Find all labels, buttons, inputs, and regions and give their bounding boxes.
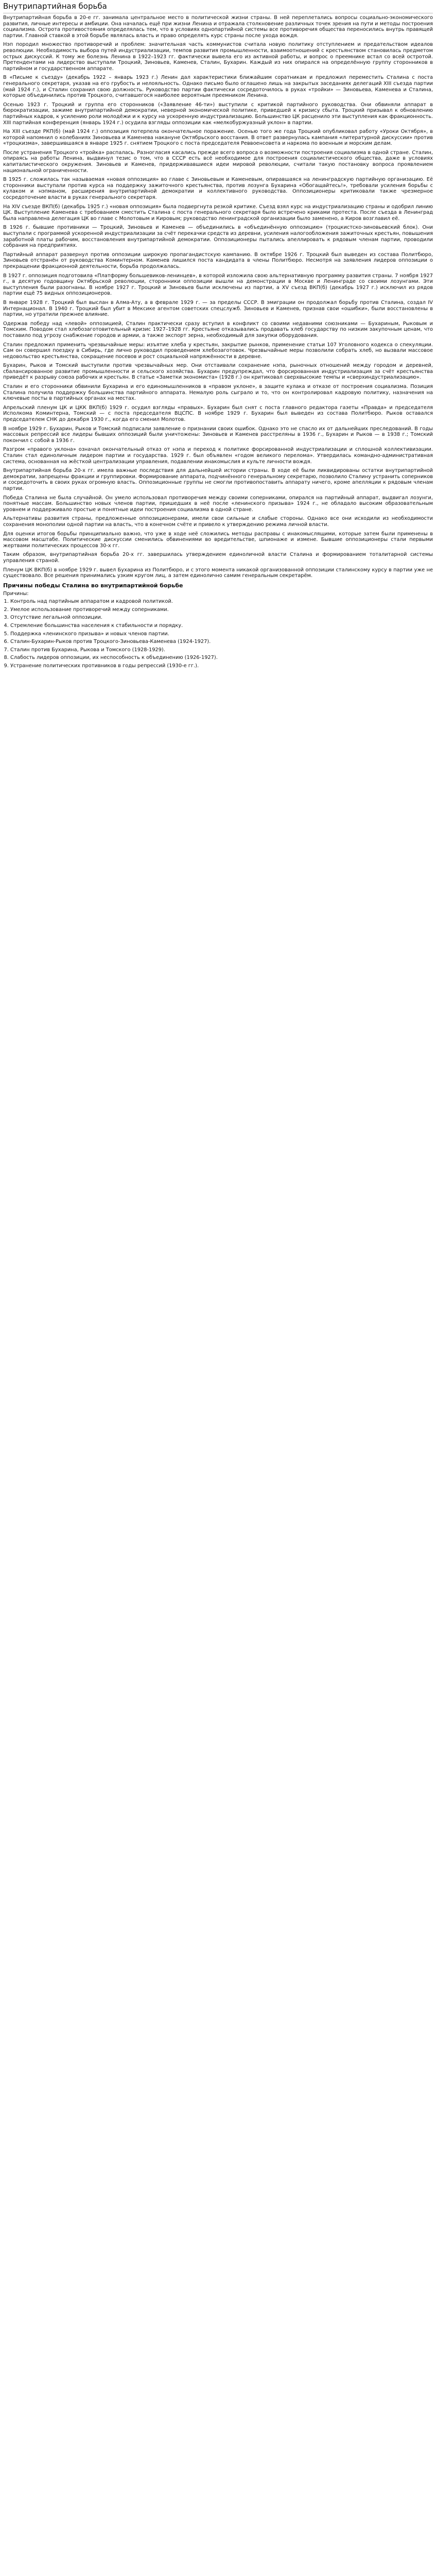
article-paragraph: Альтернативы развития страны, предложенные оппозиционерами, имели свои сильные и слабые стороны. Однако все они исходили из необходимости сохранения монополии одной партии на власть, что в конечном счёте и привело к утверждению режима личной власти. [3,516,433,528]
causes-label: Причины: [3,590,29,597]
causes-list [3,599,433,669]
article-paragraph: Для оценки итогов борьбы принципиально важно, что уже в ходе неё сложились методы расправы с инакомыслящими, которые затем были применены в массовом масштабе. Политические дискуссии сменились обвинениями во вредительстве, шпионаже и измене. Бывшие оппозиционеры стали первыми жертвами политических процессов 30-х гг. [3,531,433,549]
article-paragraph: Партийный аппарат развернул против оппозиции широкую пропагандистскую кампанию. В октябре 1926 г. Троцкий был выведен из состава Политбюро, Зиновьев отстранён от руководства Коминтерном. Каменев лишился поста кандидата в члены Политбюро. Несмотря на заявления лидеров оппозиции о прекращении фракционной деятельности, борьба продолжалась. [3,251,433,269]
article-paragraph: Сталин предложил применить чрезвычайные меры: изъятие хлеба у крестьян, закрытие рынков, применение статьи 107 Уголовного кодекса о спекуляции. Сам он совершил поездку в Сибирь, где лично руководил проведением хлебозаготовок. Чрезвычайные меры позволили собрать хлеб, но вызвали массовое недовольство крестьянства, сокращение посевов и рост социальной напряжённости в деревне. [3,342,433,360]
list-item: 2. Умелое использование противоречий между соперниками. [10,607,433,613]
article-paragraph: Разгром «правого уклона» означал окончательный отказ от нэпа и переход к политике форсированной индустриализации и сплошной коллективизации. Сталин стал единоличным лидером партии и государства. 1929 г. был объявлен «годом великого перелома». Утвердилась командно-административная система, основанная на жёсткой централизации управления, подавлении инакомыслия и культе личности вождя. [3,447,433,465]
article-paragraph: Внутрипартийная борьба 20-х гг. имела важные последствия для дальнейшей истории страны. В ходе её были ликвидированы остатки внутрипартийной демократии, запрещены фракции и группировки. Формирование аппарата, подчинённого генеральному секретарю, позволило Сталину устранить соперников и сосредоточить в своих руках огромную власть. Оппозиционные группы не смогли противопоставить аппарату ничего, кроме апелляции к рядовым членам партии. [3,468,433,492]
article-page [0,0,436,679]
list-item: 3. Отсутствие легальной оппозиции. [10,615,433,621]
page-title: Внутрипартийная борьба [3,1,433,13]
article-paragraph: В 1926 г. бывшие противники — Троцкий, Зиновьев и Каменев — объединились в «объединённую оппозицию» (троцкистско-зиновьевский блок). Они выступали с программой ускоренной индустриализации за счёт перекачки средств из деревни, усиления налогообложения зажиточных крестьян, повышения заработной платы рабочим, восстановления внутрипартийной демократии. Оппозиционеры пытались апеллировать к рядовым членам партии, проводили собрания на предприятиях. [3,225,433,249]
list-item: 6. Сталин-Бухарин-Рыков против Троцкого-Зиновьева-Каменева (1924-1927). [10,639,433,645]
article-paragraph: Сталин и его сторонники обвинили Бухарина и его единомышленников в «правом уклоне», в защите кулака и отказе от построения социализма. Позиция Сталина получила поддержку большинства партийного аппарата. Немалую роль сыграло и то, что он контролировал кадровую политику, назначения на ключевые посты в партийных органах на местах. [3,384,433,402]
article-paragraph: Апрельский пленум ЦК и ЦКК ВКП(б) 1929 г. осудил взгляды «правых». Бухарин был снят с поста главного редактора газеты «Правда» и председателя Исполкома Коминтерна, Томский — с поста председателя ВЦСПС. В ноябре 1929 г. Бухарин был выведен из состава Политбюро. Рыков оставался председателем СНК до декабря 1930 г., когда его сменил Молотов. [3,404,433,423]
article-paragraph: В 1925 г. сложилась так называемая «новая оппозиция» во главе с Зиновьевым и Каменевым, опиравшаяся на ленинградскую партийную организацию. Её сторонники выступали против курса на поддержку зажиточного крестьянства, против лозунга Бухарина «Обогащайтесь!», требовали усиления борьбы с кулаком и нэпманом, расширения внутрипартийной демократии и коллективного руководства. Оппозиционеры критиковали также чрезмерное сосредоточение власти в руках генерального секретаря. [3,177,433,201]
list-item: 7. Сталин против Бухарина, Рыкова и Томского (1928-1929). [10,647,433,653]
article-paragraph: На XIII съезде РКП(б) (май 1924 г.) оппозиция потерпела окончательное поражение. Осенью того же года Троцкий опубликовал работу «Уроки Октября», в которой напомнил о колебаниях Зиновьева и Каменева накануне Октябрьского восстания. В ответ развернулась кампания «литературной дискуссии» против «троцкизма», завершившаяся в январе 1925 г. снятием Троцкого с поста председателя Реввоенсовета и наркома по военным и морским делам. [3,129,433,147]
article-paragraph: Победа Сталина не была случайной. Он умело использовал противоречия между своими соперниками, опирался на партийный аппарат, выдвигал лозунги, понятные массам. Большинство новых членов партии, пришедших в неё после «ленинского призыва» 1924 г., не обладало высоким образовательным уровнем и поддерживало простые и понятные идеи построения социализма в одной стране. [3,495,433,513]
article-paragraph: В ноябре 1929 г. Бухарин, Рыков и Томский подписали заявление о признании своих ошибок. Однако это не спасло их от дальнейших преследований. В годы массовых репрессий все лидеры бывших оппозиций были уничтожены: Зиновьев и Каменев расстреляны в 1936 г., Бухарин и Рыков — в 1938 г.; Томский покончил с собой в 1936 г. [3,426,433,444]
list-item: 1. Контроль над партийным аппаратом и кадровой политикой. [10,599,433,605]
list-item: 8. Слабость лидеров оппозиции, их неспособность к объединению (1926-1927). [10,655,433,661]
article-paragraph: На XIV съезде ВКП(б) (декабрь 1925 г.) «новая оппозиция» была подвергнута резкой критике. Съезд взял курс на индустриализацию страны и одобрил линию ЦК. Выступление Каменева с требованием сместить Сталина с поста генерального секретаря было встречено криками протеста. После съезда в Ленинград была направлена делегация ЦК во главе с Молотовым и Кировым; руководство ленинградской организации было заменено, а Киров возглавил её. [3,204,433,222]
article-paragraph: После устранения Троцкого «тройка» распалась. Разногласия касались прежде всего вопроса о возможности построения социализма в одной стране. Сталин, опираясь на работы Ленина, выдвинул тезис о том, что в СССР есть всё необходимое для построения социалистического общества, даже в условиях капиталистического окружения. Зиновьев и Каменев, придерживавшиеся идеи мировой революции, считали такую постановку вопроса проявлением национальной ограниченности. [3,149,433,174]
article-body [3,15,433,669]
article-paragraph: В 1927 г. оппозиция подготовила «Платформу большевиков-ленинцев», в которой изложила свою альтернативную программу развития страны. 7 ноября 1927 г., в десятую годовщину Октябрьской революции, сторонники оппозиции вышли на демонстрации в Москве и Ленинграде со своими лозунгами. Эти выступления были разогнаны. В ноябре 1927 г. Троцкий и Зиновьев были исключены из партии, а XV съезд ВКП(б) (декабрь 1927 г.) исключил из рядов партии ещё 75 видных оппозиционеров. [3,273,433,297]
list-item: 5. Поддержка «ленинского призыва» и новых членов партии. [10,631,433,637]
article-paragraph: В «Письме к съезду» (декабрь 1922 – январь 1923 г.) Ленин дал характеристики ближайшим соратникам и предложил переместить Сталина с поста генерального секретаря, указав на его грубость и нелояльность. Однако письмо было оглашено лишь на закрытых заседаниях делегаций XIII съезда партии (май 1924 г.), и Сталин сохранил свою должность. Руководство партии фактически сосредоточилось в руках «тройки» — Зиновьева, Каменева и Сталина, которые объединились против Троцкого, считавшегося наиболее вероятным преемником Ленина. [3,75,433,99]
article-paragraph: Таким образом, внутрипартийная борьба 20-х гг. завершилась утверждением единоличной власти Сталина и формированием тоталитарной системы управления страной. [3,552,433,564]
causes-heading: Причины победы Сталина во внутрипартийной борьбе [3,582,183,589]
article-paragraph: Бухарин, Рыков и Томский выступили против чрезвычайных мер. Они отстаивали сохранение нэпа, рыночных отношений между городом и деревней, сбалансированное развитие промышленности и сельского хозяйства. Бухарин предупреждал, что форсированная индустриализация за счёт крестьянства приведёт к разрыву союза рабочих и крестьян. В статье «Заметки экономиста» (1928 г.) он критиковал сверхвысокие темпы и «сверхиндустриализацию». [3,363,433,381]
article-paragraph: Одержав победу над «левой» оппозицией, Сталин практически сразу вступил в конфликт со своими недавними союзниками — Бухариным, Рыковым и Томским. Поводом стал хлебозаготовительный кризис 1927–1928 гг. Крестьяне отказывались продавать хлеб государству по низким закупочным ценам, что поставило под угрозу снабжение городов и армии, а также экспорт зерна, необходимый для закупки оборудования. [3,320,433,338]
article-paragraph: Внутрипартийная борьба в 20-е гг. занимала центральное место в политической жизни страны. В ней переплетались вопросы социально-экономического развития, личные интересы и амбиции. Она началась ещё при жизни Ленина и отражала столкновение различных точек зрения на пути и методы построения социализма. Острота противостояния определялась тем, что в условиях однопартийной системы все противоречия общества переносились внутрь правящей партии. Главной ставкой в этой борьбе являлась власть и право определять курс страны после ухода вождя. [3,15,433,39]
article-paragraph: В январе 1928 г. Троцкий был выслан в Алма-Ату, а в феврале 1929 г. — за пределы СССР. В эмиграции он продолжал борьбу против Сталина, создал IV Интернационал. В 1940 г. Троцкий был убит в Мексике агентом советских спецслужб. Зиновьев и Каменев, признав свои «ошибки», были восстановлены в партии, но утратили прежнее влияние. [3,299,433,318]
article-paragraph: Осенью 1923 г. Троцкий и группа его сторонников («Заявление 46-ти») выступили с критикой партийного руководства. Они обвиняли аппарат в бюрократизации, зажиме внутрипартийной демократии, неверной экономической политике, приведшей к кризису сбыта. Троцкий призывал к обновлению партийных кадров, к усилению роли молодёжи и к курсу на ускоренную индустриализацию. Большинство ЦК расценило эти выступления как фракционность. XIII партийная конференция (январь 1924 г.) осудила взгляды оппозиции как «мелкобуржуазный уклон» в партии. [3,101,433,126]
list-item: 9. Устранение политических противников в годы репрессий (1930-е гг.). [10,663,433,669]
article-paragraph: Нэп породил множество противоречий и проблем: значительная часть коммунистов считала новую политику отступлением и предательством идеалов революции. Необходимость выбора путей индустриализации, темпов развития промышленности, взаимоотношений с крестьянством становилась предметом острых дискуссий. К тому же болезнь Ленина в 1922–1923 гг. фактически вывела его из активной работы, и вопрос о преемнике встал со всей остротой. Претендентами на лидерство выступали Троцкий, Зиновьев, Каменев, Сталин, Бухарин. Каждый из них опирался на определённую группу сторонников в партийном и государственном аппарате. [3,42,433,72]
article-paragraph: Пленум ЦК ВКП(б) в ноябре 1929 г. вывел Бухарина из Политбюро, и с этого момента никакой организованной оппозиции сталинскому курсу в партии уже не существовало. Все решения принимались узким кругом лиц, а затем единолично самим генеральным секретарём. [3,567,433,579]
list-item: 4. Стремление большинства населения к стабильности и порядку. [10,623,433,629]
